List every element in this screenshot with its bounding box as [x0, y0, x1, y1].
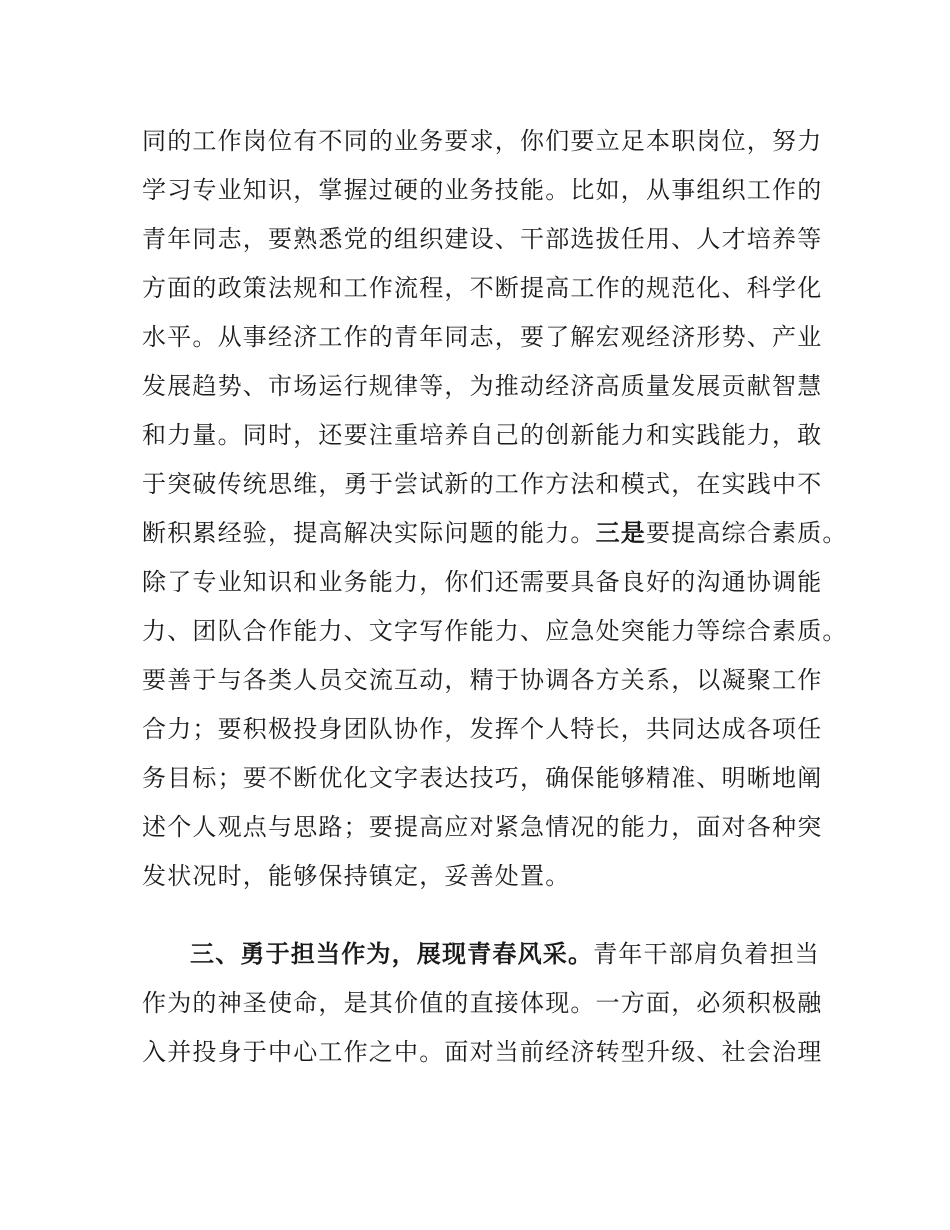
section-heading: 三、勇于担当作为，展现青春风采。: [190, 940, 594, 968]
text-line: 除了专业知识和业务能力，你们还需要具备良好的沟通协调能: [142, 568, 823, 596]
text-line: 水平。从事经济工作的青年同志，要了解宏观经济形势、产业: [142, 323, 823, 351]
text-line: 合力；要积极投身团队协作，发挥个人特长，共同达成各项任: [142, 715, 823, 743]
text-line: 学习专业知识，掌握过硬的业务技能。比如，从事组织工作的: [142, 176, 823, 204]
text-line: 要善于与各类人员交流互动，精于协调各方关系，以凝聚工作: [142, 666, 823, 694]
text-line: 述个人观点与思路；要提高应对紧急情况的能力，面对各种突: [142, 813, 823, 841]
paragraph-1: [142, 117, 848, 901]
text-segment: 断积累经验，提高解决实际问题的能力。: [142, 519, 596, 547]
text-line: 力、团队合作能力、文字写作能力、应急处突能力等综合素质。: [142, 617, 848, 645]
text-line-with-bold: [142, 509, 848, 558]
text-line: 作为的神圣使命，是其价值的直接体现。一方面，必须积极融: [142, 989, 823, 1017]
text-line: 于突破传统思维，勇于尝试新的工作方法和模式，在实践中不: [142, 470, 823, 498]
text-line: 同的工作岗位有不同的业务要求，你们要立足本职岗位，努力: [142, 127, 823, 155]
text-line: 和力量。同时，还要注重培养自己的创新能力和实践能力，敢: [142, 421, 823, 449]
paragraph-2: [142, 930, 823, 1077]
text-line: 入并投身于中心工作之中。面对当前经济转型升级、社会治理: [142, 1038, 823, 1066]
bold-lead-phrase: 三是: [595, 519, 647, 547]
text-line: 发状况时，能够保持镇定，妥善处置。: [142, 862, 571, 890]
text-segment: 要提高综合素质。: [646, 519, 848, 547]
text-line: 务目标；要不断优化文字表达技巧，确保能够精准、明晰地阐: [142, 764, 823, 792]
text-line: 青年同志，要熟悉党的组织建设、干部选拔任用、人才培养等: [142, 225, 823, 253]
text-line: 发展趋势、市场运行规律等，为推动经济高质量发展贡献智慧: [142, 372, 823, 400]
text-line: 方面的政策法规和工作流程，不断提高工作的规范化、科学化: [142, 274, 823, 302]
text-segment: 青年干部肩负着担当: [593, 940, 821, 968]
text-line-with-heading: [142, 930, 821, 979]
